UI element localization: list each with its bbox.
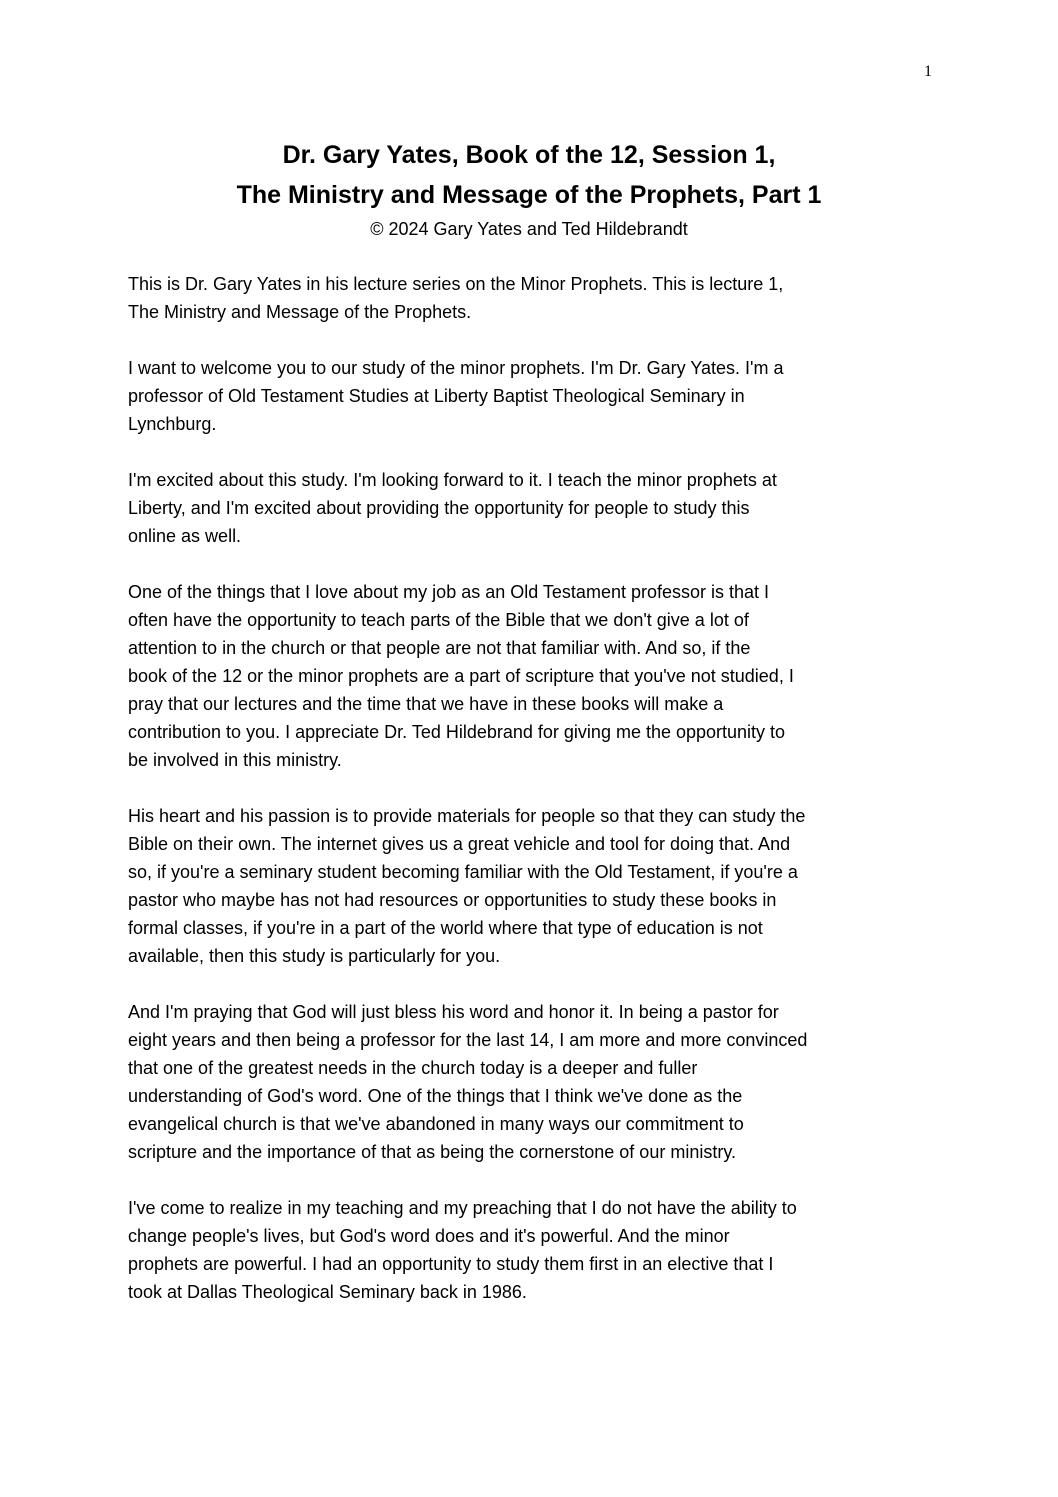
text-line: pastor who maybe has not had resources or opportunities to study these books in [128,890,777,910]
copyright-notice: © 2024 Gary Yates and Ted Hildebrandt [370,219,688,239]
text-line: online as well. [128,526,242,546]
paragraph [128,998,948,1166]
text-line: scripture and the importance of that as being the cornerstone of our ministry. [128,1142,736,1162]
text-line: that one of the greatest needs in the church today is a deeper and fuller [128,1058,698,1078]
title-line-2: The Ministry and Message of the Prophets, Part 1 [236,181,822,209]
text-line: formal classes, if you're in a part of the world where that type of education is not [128,918,763,938]
text-line: available, then this study is particularly for you. [128,946,501,966]
text-line: And I'm praying that God will just bless his word and honor it. In being a pastor for [128,1002,779,1022]
text-line: I want to welcome you to our study of the minor prophets. I'm Dr. Gary Yates. I'm a [128,358,784,378]
text-line: contribution to you. I appreciate Dr. Ted Hildebrand for giving me the opportunity to [128,722,786,742]
page-number: 1 [924,63,932,80]
text-line: I've come to realize in my teaching and my preaching that I do not have the ability to [128,1198,797,1218]
text-line: so, if you're a seminary student becoming familiar with the Old Testament, if you're a [128,862,798,882]
document-title [0,135,1058,215]
title-line-1: Dr. Gary Yates, Book of the 12, Session 1, [282,141,776,169]
text-line: eight years and then being a professor for the last 14, I am more and more convinced [128,1030,808,1050]
text-line: Liberty, and I'm excited about providing the opportunity for people to study this [128,498,750,518]
text-line: Lynchburg. [128,414,217,434]
text-line: understanding of God's word. One of the things that I think we've done as the [128,1086,743,1106]
text-line: One of the things that I love about my job as an Old Testament professor is that I [128,582,770,602]
text-line: pray that our lectures and the time that we have in these books will make a [128,694,724,714]
paragraph [128,354,948,438]
text-line: change people's lives, but God's word does and it's powerful. And the minor [128,1226,730,1246]
paragraph [128,270,948,326]
text-line: book of the 12 or the minor prophets are a part of scripture that you've not studied, I [128,666,794,686]
text-line: be involved in this ministry. [128,750,342,770]
text-line: attention to in the church or that people are not that familiar with. And so, if the [128,638,751,658]
text-line: Bible on their own. The internet gives us a great vehicle and tool for doing that. And [128,834,791,854]
text-line: evangelical church is that we've abandoned in many ways our commitment to [128,1114,744,1134]
text-line: I'm excited about this study. I'm looking forward to it. I teach the minor prophets at [128,470,777,490]
paragraph [128,802,948,970]
text-line: His heart and his passion is to provide materials for people so that they can study the [128,806,806,826]
text-line: The Ministry and Message of the Prophets. [128,302,472,322]
paragraph [128,466,948,550]
text-line: professor of Old Testament Studies at Liberty Baptist Theological Seminary in [128,386,745,406]
text-line: prophets are powerful. I had an opportunity to study them first in an elective that I [128,1254,774,1274]
text-line: This is Dr. Gary Yates in his lecture series on the Minor Prophets. This is lecture 1, [128,274,784,294]
text-line: often have the opportunity to teach parts of the Bible that we don't give a lot of [128,610,749,630]
paragraph [128,578,948,774]
text-line: took at Dallas Theological Seminary back in 1986. [128,1282,527,1302]
document-body [128,270,948,1334]
paragraph [128,1194,948,1306]
